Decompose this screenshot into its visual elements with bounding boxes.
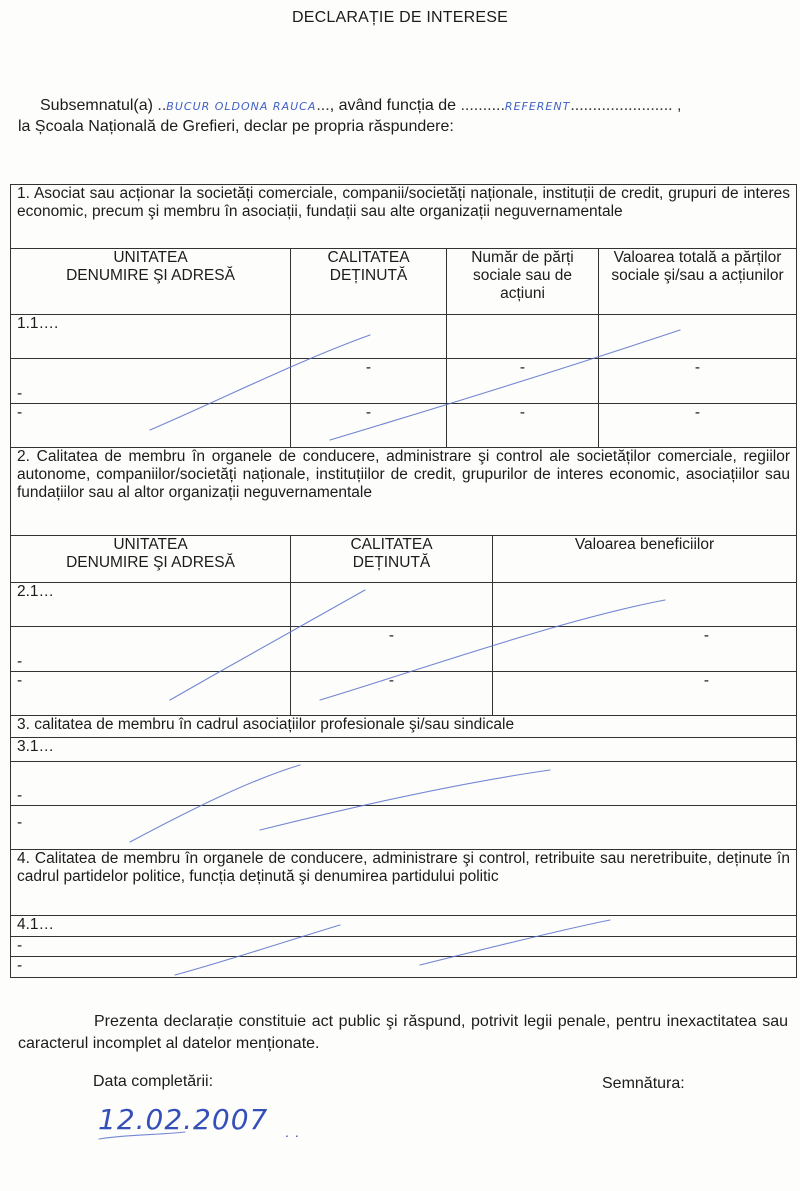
section2-row1-label: 2.1… [11, 583, 291, 627]
section1-row3-dash: - [11, 404, 291, 448]
date-handwritten: 12.02.2007 [98, 1103, 269, 1136]
section2-row3-dash: - [11, 672, 291, 716]
section2-title: 2. Calitatea de membru în organele de conducere, administrare şi control ale societăților comerciale, regiilor autonome, companiilor/societăți naționale, instituțiilor de credit, grupurilor de interes economic, asociațiilor sau fundațiilor sau al altor organizații neguvernamentale [11, 448, 797, 536]
section1-col-calitatea: CALITATEA DEȚINUTĂ [291, 249, 447, 315]
section2-col-unitatea: UNITATEA DENUMIRE ŞI ADRESĂ [11, 536, 291, 583]
section3-row1-label: 3.1… [11, 738, 797, 762]
section3-row2-dash: - [11, 762, 797, 806]
date-trailing-dots: .. [285, 1124, 305, 1140]
name-handwritten: BUCUR OLDONA RAUCA [166, 100, 317, 113]
intro-line-2: la Școala Națională de Grefieri, declar pe propria răspundere: [18, 118, 454, 135]
section2-col-calitatea: CALITATEA DEȚINUTĂ [291, 536, 493, 583]
intro-line-1: Subsemnatul(a) ..BUCUR OLDONA RAUCA..., având funcția de ..........REFERENT....................... , [40, 97, 682, 114]
section1-title: 1. Asociat sau acționar la societăți comerciale, companii/societăți naționale, instituții de credit, grupuri de interes economic, precum şi membru în asociații, fundații sau alte organizații neguvernamentale [11, 185, 797, 249]
section1-row2-dash: - [11, 359, 291, 404]
section3-title: 3. calitatea de membru în cadrul asociațiilor profesionale şi/sau sindicale [11, 716, 797, 738]
declaration-table: 1. Asociat sau acționar la societăți comerciale, companii/societăți naționale, instituții de credit, grupuri de interes economic, precum şi membru în asociații, fundații sau alte organizații neguvernamentale UNITATEA DENUMIRE ŞI ADRESĂ CALITATEA DEȚINUTĂ Număr de părți sociale sau de acțiuni Valoarea totală a părților sociale şi/sau a acțiunilor 1.1…. - - - - - - - - 2. Calitatea de membru în organele de conducere, administrare şi control ale societăților comerciale, regiilor autonome, companiilor/societăți naționale, instituțiilor de credit, grupurilor de interes economic, asociațiilor sau fundațiilor sau al altor organizații neguvernamentale UNITATEA DENUMIRE ŞI ADRESĂ CALITATEA DEȚINUTĂ Valoarea beneficiilor 2.1… - - - - - - 3. calitatea de membru în cadrul asociațiilor profesionale şi/sau sindicale 3.1… - - 4. Calitatea de membru în organele de conducere, administrare şi control, retribuite sau neretribuite, deținute în cadrul partidelor politice, funcția deținută şi denumirea partidului politic 4.1… - - [10, 184, 797, 978]
section4-row3-dash: - [11, 957, 797, 978]
document-title: DECLARAȚIE DE INTERESE [291, 9, 508, 26]
section1-col-valoarea: Valoarea totală a părților sociale şi/sau a acțiunilor [599, 249, 797, 315]
function-label: , având funcția de [329, 97, 457, 114]
section4-row1-label: 4.1… [11, 916, 797, 937]
section2-row2-dash: - [11, 627, 291, 672]
section1-col-unitatea: UNITATEA DENUMIRE ŞI ADRESĂ [11, 249, 291, 315]
section4-title: 4. Calitatea de membru în organele de conducere, administrare şi control, retribuite sau neretribuite, deținute în cadrul partidelor politice, funcția deținută şi denumirea partidului politic [11, 850, 797, 916]
section1-row1-label: 1.1…. [11, 315, 291, 359]
signature-label: Semnătura: [602, 1075, 685, 1092]
footer-statement: Prezenta declarație constituie act public şi răspund, potrivit legii penale, pentru inexactitatea sau caracterul incomplet al datelor menționate. [18, 1013, 788, 1052]
section1-col-numar: Număr de părți sociale sau de acțiuni [447, 249, 599, 315]
section4-row2-dash: - [11, 937, 797, 957]
date-label: Data completării: [93, 1073, 214, 1090]
subsemnatul-label: Subsemnatul(a) [40, 97, 153, 114]
section3-row3-dash: - [11, 806, 797, 850]
section2-col-valoarea: Valoarea beneficiilor [493, 536, 797, 583]
function-handwritten: REFERENT [504, 100, 571, 113]
